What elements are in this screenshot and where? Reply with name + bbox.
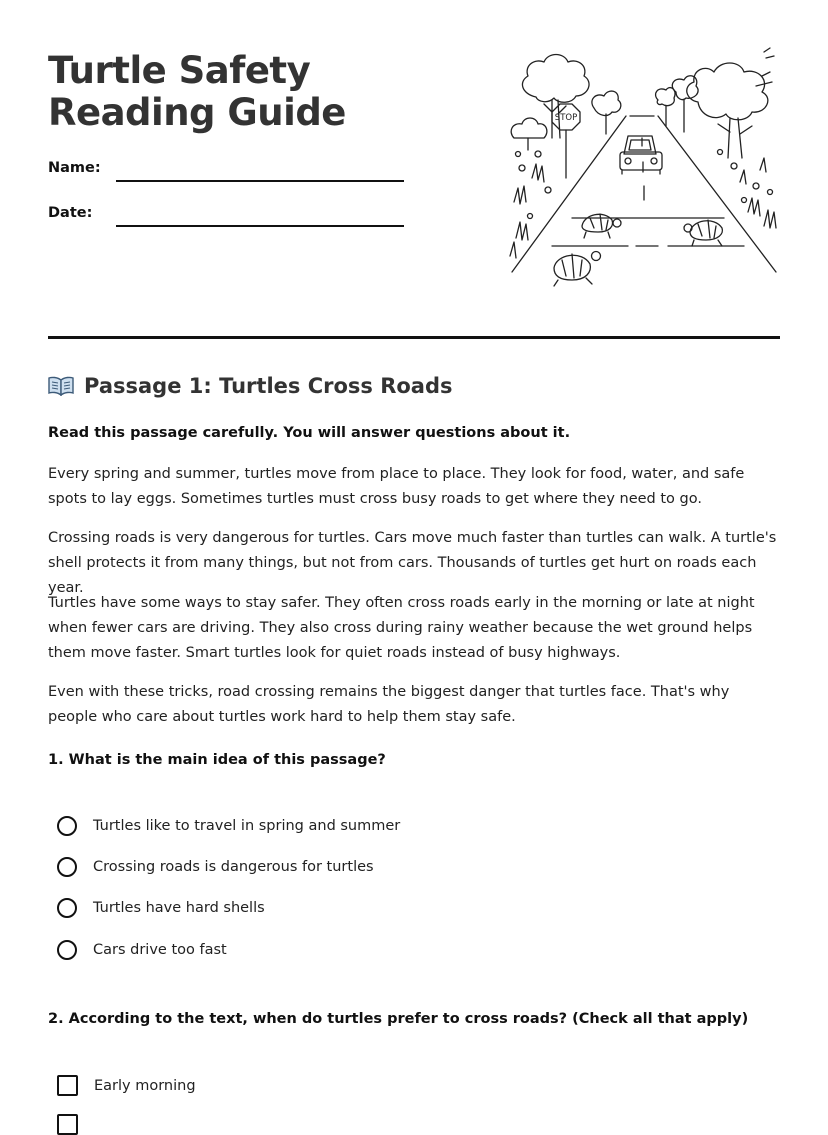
section-divider (48, 336, 780, 339)
question-2: 2. According to the text, when do turtles prefer to cross roads? (Check all that apply) (48, 1011, 749, 1027)
car (620, 136, 662, 174)
date-label: Date: (48, 205, 93, 221)
open-book-icon (48, 376, 74, 396)
checkbox[interactable] (57, 1114, 78, 1135)
passage-paragraph-3: Turtles have some ways to stay safer. They often cross roads early in the morning or late at night when fewer cars are driving. They also cross during rainy weather because the wet ground helps them move faster. Smart turtles look for quiet roads instead of busy highways. (48, 595, 755, 661)
name-label: Name: (48, 160, 101, 176)
date-field[interactable] (116, 225, 404, 227)
passage-paragraph-1: Every spring and summer, turtles move from place to place. They look for food, water, and safe spots to lay eggs. Sometimes turtles must cross busy roads to get where they need to go. (48, 466, 745, 507)
question-1-option-3[interactable] (57, 898, 265, 918)
option-label: Turtles have hard shells (93, 900, 265, 916)
turtle-2 (684, 220, 722, 246)
radio-button[interactable] (57, 816, 77, 836)
option-label: Cars drive too fast (93, 942, 227, 958)
turtle-3 (554, 252, 601, 287)
question-1: 1. What is the main idea of this passage? (48, 752, 386, 768)
stop-sign-text: STOP (554, 113, 578, 123)
passage-heading-text: Passage 1: Turtles Cross Roads (84, 374, 453, 398)
passage-heading (48, 374, 453, 398)
question-1-option-2[interactable] (57, 857, 374, 877)
turtles-crossing-road-illustration (508, 42, 780, 290)
passage-paragraph-2: Crossing roads is very dangerous for turtles. Cars move much faster than turtles can walk. A turtle's shell protects it from many things, but not from cars. Thousands of turtles get hurt on roads each year. (48, 530, 777, 596)
option-label: Early morning (94, 1077, 196, 1094)
stop-sign (552, 104, 580, 178)
right-trees (656, 48, 774, 158)
option-label: Crossing roads is dangerous for turtles (93, 859, 374, 875)
radio-button[interactable] (57, 898, 77, 918)
name-field[interactable] (116, 180, 404, 182)
question-2-option-2-partial[interactable] (57, 1114, 78, 1135)
passage-instruction: Read this passage carefully. You will answer questions about it. (48, 425, 571, 441)
question-1-option-4[interactable] (57, 940, 227, 960)
question-1-option-1[interactable] (57, 816, 400, 836)
passage-paragraph-4: Even with these tricks, road crossing remains the biggest danger that turtles face. That's why people who care about turtles work hard to help them stay safe. (48, 684, 730, 725)
checkbox[interactable] (57, 1075, 78, 1096)
radio-button[interactable] (57, 940, 77, 960)
radio-button[interactable] (57, 857, 77, 877)
question-2-option-1[interactable] (57, 1075, 196, 1096)
page-title: Turtle Safety Reading Guide (48, 49, 346, 134)
option-label: Turtles like to travel in spring and summer (93, 818, 401, 834)
